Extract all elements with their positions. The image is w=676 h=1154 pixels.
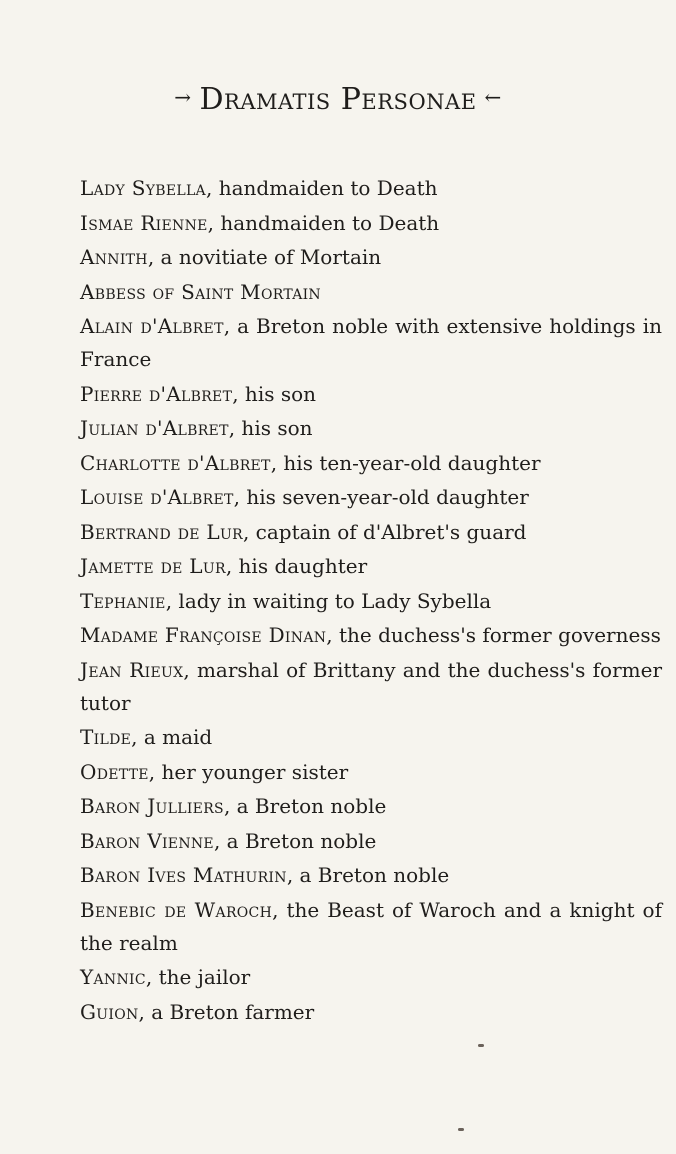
character-description: , a Breton noble: [223, 794, 387, 818]
list-item: [80, 172, 662, 205]
list-item: [80, 481, 662, 514]
list-item: [80, 894, 662, 960]
page-heading: [0, 80, 676, 117]
list-item: [80, 654, 662, 720]
character-name: Alain d'Albret: [80, 314, 224, 338]
character-name: Benebic de Waroch: [80, 897, 273, 922]
character-name: Guion: [80, 999, 139, 1024]
character-description: , a Breton noble: [213, 828, 377, 853]
character-description: , his son: [228, 416, 313, 440]
character-name: Odette: [80, 759, 149, 784]
character-description: , a novitiate of Mortain: [147, 245, 382, 269]
list-item: [80, 310, 662, 376]
character-description: , a Breton noble with extensive holdings in France: [80, 314, 662, 371]
character-name: Baron Vienne: [80, 828, 214, 853]
character-description: , his seven-year-old daughter: [233, 485, 529, 509]
character-description: , his son: [232, 381, 317, 406]
ink-speck: [478, 1044, 484, 1047]
list-item: [80, 276, 662, 309]
list-item: [80, 996, 662, 1029]
character-description: , the jailor: [145, 965, 251, 989]
right-ornament-icon: ←: [484, 85, 502, 109]
character-description: , a Breton farmer: [138, 999, 315, 1024]
ink-speck: [458, 1128, 464, 1131]
character-name: Tephanie: [80, 588, 166, 613]
character-description: , the Beast of Waroch and a knight of the realm: [80, 897, 662, 955]
character-name: Ismae Rienne: [80, 210, 208, 235]
list-item: [80, 756, 662, 789]
list-item: [80, 412, 662, 445]
page-title: Dramatis Personae: [199, 81, 477, 117]
character-description: , the duchess's former governess: [326, 623, 661, 647]
character-description: , handmaiden to Death: [207, 210, 440, 235]
character-name: Tilde: [80, 725, 132, 749]
list-item: [80, 585, 662, 618]
list-item: [80, 619, 662, 652]
list-item: [80, 790, 662, 823]
character-name: Baron Julliers: [80, 794, 224, 818]
character-description: , her younger sister: [148, 759, 349, 784]
character-name: Lady Sybella: [80, 176, 206, 200]
list-item: [80, 207, 662, 240]
character-name: Madame Françoise Dinan: [80, 623, 327, 647]
character-name: Pierre d'Albret: [80, 381, 233, 406]
character-description: , a Breton noble: [286, 863, 450, 887]
character-name: Louise d'Albret: [80, 485, 234, 509]
character-name: Abbess of Saint Mortain: [80, 279, 321, 304]
character-list: [80, 172, 662, 1030]
character-name: Annith: [80, 245, 148, 269]
character-description: , his ten-year-old daughter: [270, 450, 541, 475]
character-name: Bertrand de Lur: [80, 519, 243, 544]
character-description: , marshal of Brittany and the duchess's former tutor: [80, 657, 663, 715]
character-description: , lady in waiting to Lady Sybella: [165, 588, 492, 613]
list-item: [80, 825, 662, 858]
left-ornament-icon: →: [174, 85, 192, 109]
list-item: [80, 516, 662, 549]
list-item: [80, 241, 662, 274]
character-description: , his daughter: [225, 554, 368, 578]
list-item: [80, 961, 662, 994]
character-name: Yannic: [80, 965, 146, 989]
character-name: Baron Ives Mathurin: [80, 863, 287, 887]
character-description: , a maid: [131, 725, 213, 749]
list-item: [80, 550, 662, 583]
character-description: , captain of d'Albret's guard: [242, 519, 527, 544]
list-item: [80, 721, 662, 754]
character-name: Charlotte d'Albret: [80, 450, 271, 475]
character-name: Julian d'Albret: [80, 416, 229, 440]
character-name: Jamette de Lur: [80, 554, 226, 578]
list-item: [80, 378, 662, 411]
character-name: Jean Rieux: [80, 657, 184, 682]
character-description: , handmaiden to Death: [205, 176, 438, 200]
list-item: [80, 859, 662, 892]
list-item: [80, 447, 662, 480]
